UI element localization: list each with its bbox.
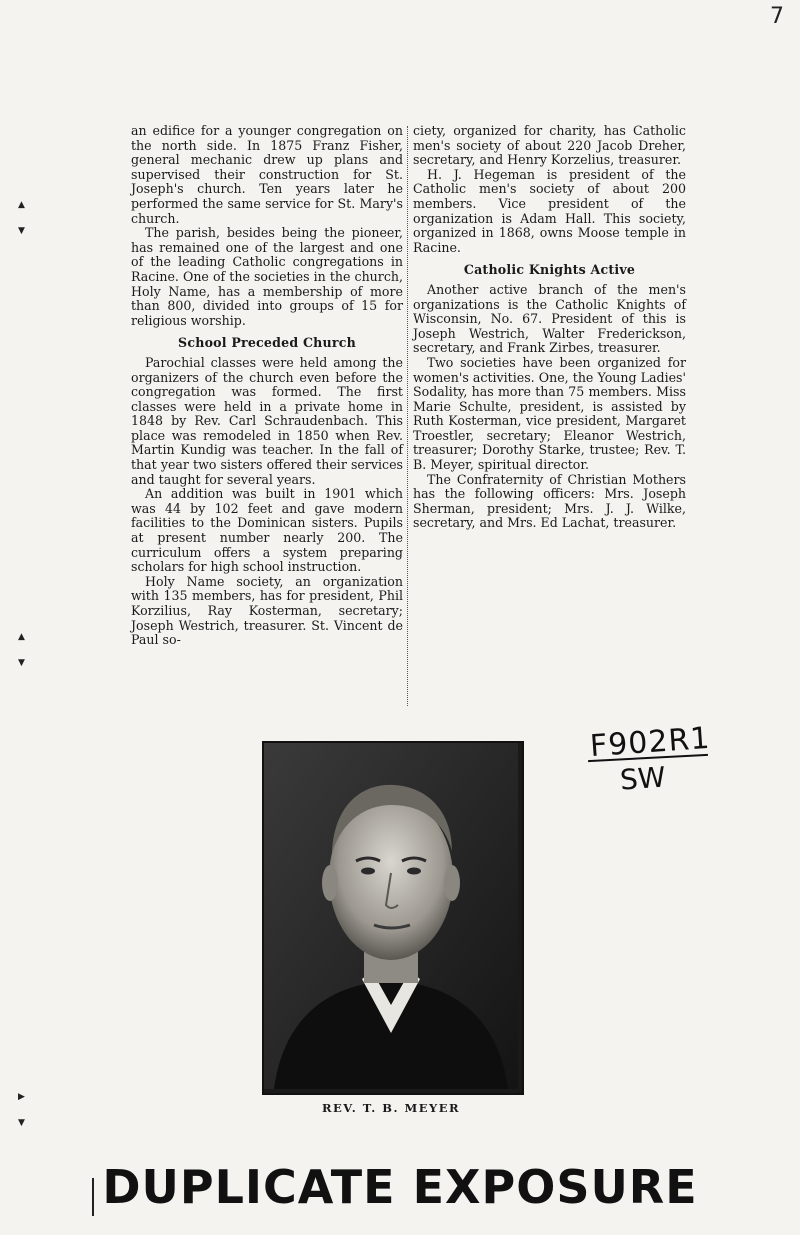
- section-heading: Catholic Knights Active: [463, 262, 636, 278]
- article-paragraph: The parish, besides being the pioneer, has remained one of the largest and one of the leading Catholic congregations in Racine. One of the societies in the church, Holy Name, has a membership of more than 800, divided into groups of 15 for religious worship.: [131, 225, 403, 328]
- handwritten-catalog-code: F902R1: [588, 720, 712, 765]
- article-paragraph: an edifice for a younger congregation on the north side. In 1875 Franz Fisher, general mechanic drew up plans and supervised their construction for St. Joseph's church. Ten years later he performed the same service for St. Mary's church.: [131, 123, 403, 226]
- duplicate-exposure-stamp: DUPLICATE EXPOSURE: [102, 1160, 698, 1214]
- margin-triangle-mark: ▲: [18, 200, 25, 210]
- margin-triangle-mark: ▶: [18, 1092, 25, 1102]
- margin-triangle-mark: ▲: [18, 632, 25, 642]
- photo-caption: REV. T. B. MEYER: [321, 1101, 461, 1115]
- portrait-photo: [262, 741, 524, 1095]
- column-divider: [407, 126, 408, 706]
- article-paragraph: Another active branch of the men's organizations is the Catholic Knights of Wisconsin, No. 67. President of this is Joseph Westrich, Walter Frederickson, secretary, and Frank Zirbes, treasurer.: [413, 281, 686, 356]
- article-paragraph: Two societies have been organized for women's activities. One, the Young Ladies' Sodality, has more than 75 members. Miss Marie Schulte, president, is assisted by Ruth Kosterman, vice president, Margaret Troestler, secretary; Eleanor Westrich, treasurer; Dorothy Starke, trustee; Rev. T. B. Meyer, spiritual director.: [413, 354, 686, 473]
- section-heading: School Preceded Church: [178, 335, 356, 351]
- margin-triangle-mark: ▼: [18, 1118, 25, 1128]
- article-paragraph: ciety, organized for charity, has Catholic men's society of about 220 Jacob Dreher, secretary, and Henry Korzelius, treasurer.: [413, 123, 686, 168]
- article-right-column: [413, 124, 686, 531]
- article-paragraph: An addition was built in 1901 which was 44 by 102 feet and gave modern facilities to the Dominican sisters. Pupils at present number nearly 200. The curriculum offers a system preparing scholars for high school instruction.: [131, 486, 403, 575]
- margin-triangle-mark: ▼: [18, 226, 25, 236]
- portrait-illustration: [264, 743, 518, 1089]
- article-paragraph: The Confraternity of Christian Mothers has the following officers: Mrs. Joseph Sherman, president; Mrs. J. J. Wilke, secretary, and Mrs. Ed Lachat, treasurer.: [413, 471, 686, 531]
- handwritten-initials: SW: [618, 760, 667, 797]
- page-number: 7: [770, 4, 784, 29]
- margin-triangle-mark: ▼: [18, 658, 25, 668]
- article-paragraph: Parochial classes were held among the organizers of the church even before the congregation was formed. The first classes were held in a private home in 1848 by Rev. Carl Schraudenbach. This place was remodeled in 1850 when Rev. Martin Kundig was teacher. In the fall of that year two sisters offered their services and taught for several years.: [131, 354, 403, 487]
- article-paragraph: H. J. Hegeman is president of the Catholic men's society of about 200 members. Vice president of the organization is Adam Hall. This society, organized in 1868, owns Moose temple in Racine.: [413, 166, 686, 255]
- article-left-column: [131, 124, 403, 648]
- article-paragraph: Holy Name society, an organization with 135 members, has for president, Phil Korzilius, Ray Kosterman, secretary; Joseph Westrich, treasurer. St. Vincent de Paul so-: [131, 573, 403, 648]
